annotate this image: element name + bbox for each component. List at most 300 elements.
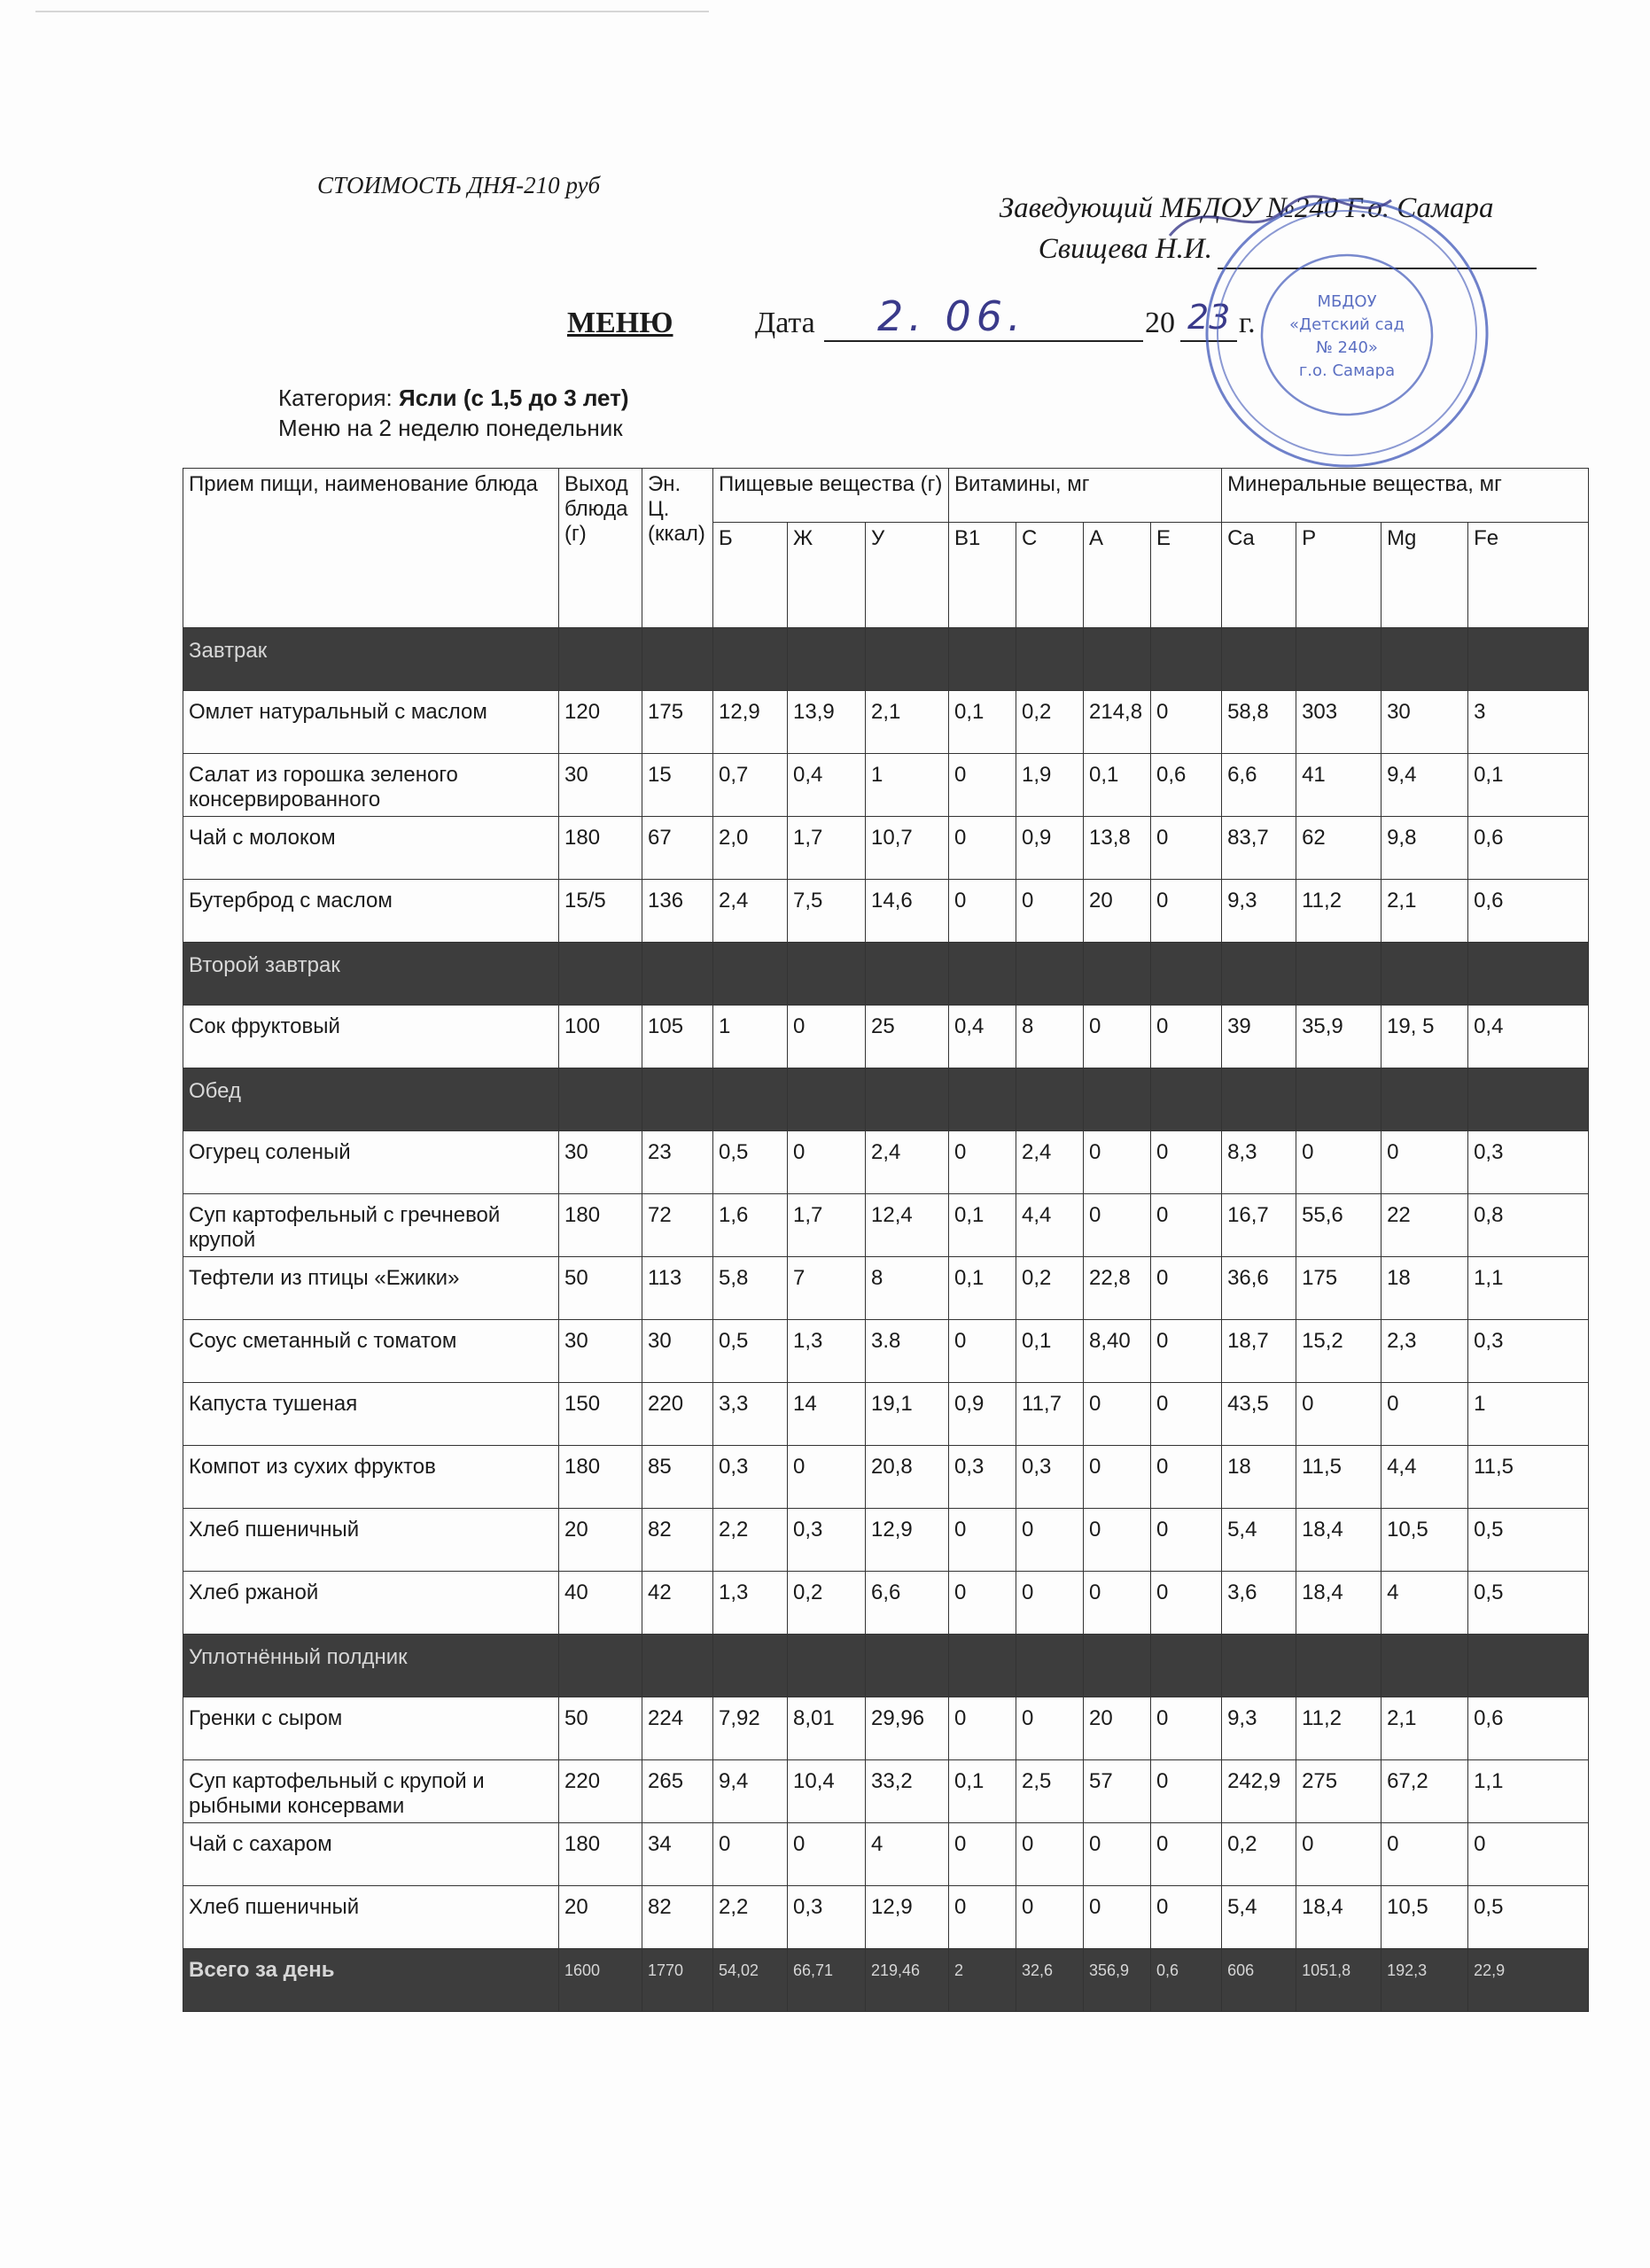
value-cell: 175 <box>642 691 713 754</box>
value-cell: 0,2 <box>1016 691 1084 754</box>
date-label: Дата <box>755 307 815 339</box>
value-cell: 0 <box>949 1572 1016 1635</box>
value-cell: 224 <box>642 1697 713 1760</box>
value-cell: 0 <box>1151 1194 1222 1257</box>
section-fill-cell <box>949 1068 1016 1131</box>
value-cell: 10,7 <box>866 817 949 880</box>
value-cell: 5,8 <box>713 1257 788 1320</box>
section-fill-cell <box>1222 943 1296 1006</box>
table-row <box>183 1823 1589 1886</box>
table-row <box>183 1383 1589 1446</box>
value-cell: 1,1 <box>1468 1760 1589 1823</box>
value-cell: 3,3 <box>713 1383 788 1446</box>
director-name: Свищева Н.И. <box>1038 233 1212 265</box>
value-cell: 62 <box>1296 817 1381 880</box>
value-cell: 0 <box>949 1886 1016 1949</box>
total-value-cell: 1600 <box>559 1949 642 2012</box>
dish-name-cell: Бутерброд с маслом <box>183 880 559 943</box>
value-cell: 0 <box>949 1697 1016 1760</box>
section-fill-cell <box>788 1068 866 1131</box>
value-cell: 18,4 <box>1296 1886 1381 1949</box>
dish-name-cell: Чай с сахаром <box>183 1823 559 1886</box>
value-cell: 180 <box>559 1823 642 1886</box>
total-value-cell: 606 <box>1222 1949 1296 2012</box>
menu-table <box>183 468 1589 2012</box>
section-fill-cell <box>788 943 866 1006</box>
dish-name-cell: Омлет натуральный с маслом <box>183 691 559 754</box>
dish-name-cell: Салат из горошка зеленого консервированного <box>183 754 559 817</box>
value-cell: 18,4 <box>1296 1509 1381 1572</box>
total-value-cell: 66,71 <box>788 1949 866 2012</box>
value-cell: 1,7 <box>788 817 866 880</box>
value-cell: 9,8 <box>1381 817 1468 880</box>
category-value: Ясли (с 1,5 до 3 лет) <box>399 384 629 411</box>
value-cell: 2,4 <box>866 1131 949 1194</box>
dish-name-cell: Компот из сухих фруктов <box>183 1446 559 1509</box>
table-row <box>183 1006 1589 1068</box>
table-row <box>183 817 1589 880</box>
section-fill-cell <box>866 628 949 691</box>
value-cell: 0 <box>949 1131 1016 1194</box>
sub-col-header: Fe <box>1468 523 1589 628</box>
value-cell: 14,6 <box>866 880 949 943</box>
section-fill-cell <box>949 943 1016 1006</box>
value-cell: 0 <box>1016 1886 1084 1949</box>
meal-section-row <box>183 628 1589 691</box>
value-cell: 0 <box>949 1320 1016 1383</box>
value-cell: 8,40 <box>1084 1320 1151 1383</box>
value-cell: 0 <box>1084 1886 1151 1949</box>
category-label: Категория: <box>278 384 399 411</box>
value-cell: 0,1 <box>949 1257 1016 1320</box>
table-row <box>183 1572 1589 1635</box>
table-row <box>183 754 1589 817</box>
year-suffix: г. <box>1239 307 1256 339</box>
section-fill-cell <box>713 943 788 1006</box>
section-fill-cell <box>949 1635 1016 1697</box>
section-fill-cell <box>642 1068 713 1131</box>
col-yield-header: Выход блюда (г) <box>559 469 642 628</box>
value-cell: 2,2 <box>713 1509 788 1572</box>
value-cell: 0,4 <box>788 754 866 817</box>
value-cell: 0 <box>1016 1572 1084 1635</box>
dish-name-cell: Соус сметанный с томатом <box>183 1320 559 1383</box>
value-cell: 42 <box>642 1572 713 1635</box>
value-cell: 41 <box>1296 754 1381 817</box>
value-cell: 0,7 <box>713 754 788 817</box>
table-row <box>183 691 1589 754</box>
value-cell: 25 <box>866 1006 949 1068</box>
value-cell: 22 <box>1381 1194 1468 1257</box>
value-cell: 1,1 <box>1468 1257 1589 1320</box>
total-value-cell: 356,9 <box>1084 1949 1151 2012</box>
dish-name-cell: Хлеб ржаной <box>183 1572 559 1635</box>
section-fill-cell <box>1381 628 1468 691</box>
stamp-line-4: г.о. Самара <box>1298 361 1396 380</box>
section-fill-cell <box>1468 1635 1589 1697</box>
value-cell: 214,8 <box>1084 691 1151 754</box>
table-row <box>183 1886 1589 1949</box>
value-cell: 0 <box>1151 1131 1222 1194</box>
value-cell: 29,96 <box>866 1697 949 1760</box>
sub-col-header: Б <box>713 523 788 628</box>
dish-name-cell: Суп картофельный с гречневой крупой <box>183 1194 559 1257</box>
value-cell: 0,5 <box>1468 1509 1589 1572</box>
section-fill-cell <box>1151 943 1222 1006</box>
section-fill-cell <box>642 1635 713 1697</box>
value-cell: 0 <box>1016 1823 1084 1886</box>
section-fill-cell <box>1084 1635 1151 1697</box>
section-fill-cell <box>1151 628 1222 691</box>
value-cell: 72 <box>642 1194 713 1257</box>
value-cell: 0,5 <box>1468 1886 1589 1949</box>
value-cell: 0 <box>1296 1383 1381 1446</box>
value-cell: 136 <box>642 880 713 943</box>
value-cell: 0 <box>1151 1320 1222 1383</box>
value-cell: 11,5 <box>1468 1446 1589 1509</box>
value-cell: 5,4 <box>1222 1509 1296 1572</box>
table-row <box>183 880 1589 943</box>
value-cell: 15 <box>642 754 713 817</box>
value-cell: 0 <box>788 1446 866 1509</box>
value-cell: 1 <box>866 754 949 817</box>
value-cell: 0 <box>1381 1383 1468 1446</box>
value-cell: 0,6 <box>1151 754 1222 817</box>
value-cell: 12,4 <box>866 1194 949 1257</box>
value-cell: 180 <box>559 817 642 880</box>
value-cell: 7,92 <box>713 1697 788 1760</box>
value-cell: 220 <box>559 1760 642 1823</box>
value-cell: 18 <box>1222 1446 1296 1509</box>
value-cell: 0 <box>1151 1257 1222 1320</box>
value-cell: 0 <box>949 817 1016 880</box>
value-cell: 0,1 <box>949 1760 1016 1823</box>
value-cell: 0 <box>1381 1131 1468 1194</box>
value-cell: 0,3 <box>1468 1320 1589 1383</box>
value-cell: 40 <box>559 1572 642 1635</box>
value-cell: 0 <box>1151 1383 1222 1446</box>
section-fill-cell <box>1381 943 1468 1006</box>
table-row <box>183 1257 1589 1320</box>
meal-section-title: Завтрак <box>183 628 559 691</box>
value-cell: 0,2 <box>1016 1257 1084 1320</box>
total-value-cell: 54,02 <box>713 1949 788 2012</box>
value-cell: 0 <box>1151 1886 1222 1949</box>
value-cell: 20 <box>559 1886 642 1949</box>
value-cell: 0 <box>788 1131 866 1194</box>
value-cell: 3,6 <box>1222 1572 1296 1635</box>
value-cell: 9,4 <box>713 1760 788 1823</box>
value-cell: 12,9 <box>866 1886 949 1949</box>
value-cell: 20 <box>559 1509 642 1572</box>
value-cell: 0 <box>1016 1509 1084 1572</box>
value-cell: 0 <box>788 1006 866 1068</box>
value-cell: 1,7 <box>788 1194 866 1257</box>
meal-section-row <box>183 1068 1589 1131</box>
value-cell: 0,3 <box>949 1446 1016 1509</box>
value-cell: 0 <box>1016 880 1084 943</box>
value-cell: 0 <box>1296 1823 1381 1886</box>
value-cell: 50 <box>559 1697 642 1760</box>
section-fill-cell <box>713 1635 788 1697</box>
value-cell: 1 <box>1468 1383 1589 1446</box>
table-row <box>183 1446 1589 1509</box>
value-cell: 0,1 <box>949 691 1016 754</box>
value-cell: 0,9 <box>949 1383 1016 1446</box>
col-dish-header: Прием пищи, наименование блюда <box>183 469 559 628</box>
section-fill-cell <box>1084 628 1151 691</box>
section-fill-cell <box>866 1635 949 1697</box>
value-cell: 14 <box>788 1383 866 1446</box>
value-cell: 2,2 <box>713 1886 788 1949</box>
value-cell: 180 <box>559 1194 642 1257</box>
value-cell: 2,0 <box>713 817 788 880</box>
section-fill-cell <box>866 1068 949 1131</box>
sub-col-header: Ж <box>788 523 866 628</box>
meal-section-row <box>183 1635 1589 1697</box>
value-cell: 23 <box>642 1131 713 1194</box>
value-cell: 2,3 <box>1381 1320 1468 1383</box>
dish-name-cell: Гренки с сыром <box>183 1697 559 1760</box>
value-cell: 30 <box>642 1320 713 1383</box>
value-cell: 20,8 <box>866 1446 949 1509</box>
value-cell: 4,4 <box>1381 1446 1468 1509</box>
section-fill-cell <box>1381 1068 1468 1131</box>
director-block <box>1000 188 1537 269</box>
value-cell: 19,1 <box>866 1383 949 1446</box>
section-fill-cell <box>1381 1635 1468 1697</box>
value-cell: 33,2 <box>866 1760 949 1823</box>
value-cell: 120 <box>559 691 642 754</box>
stamp-line-3: № 240» <box>1316 338 1378 357</box>
value-cell: 0,1 <box>949 1194 1016 1257</box>
value-cell: 0 <box>1151 1006 1222 1068</box>
value-cell: 11,2 <box>1296 1697 1381 1760</box>
value-cell: 0 <box>1151 1446 1222 1509</box>
sub-col-header: У <box>866 523 949 628</box>
total-value-cell: 22,9 <box>1468 1949 1589 2012</box>
value-cell: 30 <box>559 1131 642 1194</box>
section-fill-cell <box>949 628 1016 691</box>
section-fill-cell <box>1222 1068 1296 1131</box>
sub-col-header: P <box>1296 523 1381 628</box>
value-cell: 0,1 <box>1468 754 1589 817</box>
value-cell: 0,3 <box>1016 1446 1084 1509</box>
section-fill-cell <box>1468 1068 1589 1131</box>
week-note: Меню на 2 неделю понедельник <box>278 415 623 441</box>
value-cell: 4 <box>866 1823 949 1886</box>
total-value-cell: 1051,8 <box>1296 1949 1381 2012</box>
value-cell: 4 <box>1381 1572 1468 1635</box>
section-fill-cell <box>1222 1635 1296 1697</box>
value-cell: 18,7 <box>1222 1320 1296 1383</box>
value-cell: 113 <box>642 1257 713 1320</box>
value-cell: 0 <box>1084 1823 1151 1886</box>
sub-col-header: В1 <box>949 523 1016 628</box>
vitamins-group-header: Витамины, мг <box>949 469 1222 523</box>
value-cell: 0,1 <box>1016 1320 1084 1383</box>
nutrients-group-header: Пищевые вещества (г) <box>713 469 949 523</box>
section-fill-cell <box>1084 1068 1151 1131</box>
section-fill-cell <box>1084 943 1151 1006</box>
stamp-line-1: МБДОУ <box>1317 292 1377 311</box>
value-cell: 0 <box>1084 1131 1151 1194</box>
category-block <box>278 383 629 443</box>
section-fill-cell <box>1016 943 1084 1006</box>
value-cell: 7 <box>788 1257 866 1320</box>
value-cell: 2,1 <box>1381 1697 1468 1760</box>
value-cell: 0,9 <box>1016 817 1084 880</box>
value-cell: 0 <box>1016 1697 1084 1760</box>
value-cell: 0 <box>1084 1446 1151 1509</box>
value-cell: 15/5 <box>559 880 642 943</box>
section-fill-cell <box>1296 628 1381 691</box>
value-cell: 100 <box>559 1006 642 1068</box>
value-cell: 0,2 <box>788 1572 866 1635</box>
value-cell: 6,6 <box>1222 754 1296 817</box>
sub-col-header: А <box>1084 523 1151 628</box>
year-underline <box>1180 340 1237 342</box>
value-cell: 1 <box>713 1006 788 1068</box>
value-cell: 22,8 <box>1084 1257 1151 1320</box>
value-cell: 0 <box>1151 817 1222 880</box>
value-cell: 34 <box>642 1823 713 1886</box>
section-fill-cell <box>866 943 949 1006</box>
value-cell: 0 <box>1151 1509 1222 1572</box>
meal-section-title: Второй завтрак <box>183 943 559 1006</box>
value-cell: 11,7 <box>1016 1383 1084 1446</box>
year-value: 23 <box>1187 298 1231 337</box>
value-cell: 15,2 <box>1296 1320 1381 1383</box>
value-cell: 18,4 <box>1296 1572 1381 1635</box>
section-fill-cell <box>788 628 866 691</box>
value-cell: 10,5 <box>1381 1509 1468 1572</box>
dish-name-cell: Тефтели из птицы «Ежики» <box>183 1257 559 1320</box>
value-cell: 50 <box>559 1257 642 1320</box>
value-cell: 220 <box>642 1383 713 1446</box>
value-cell: 0 <box>1151 691 1222 754</box>
section-fill-cell <box>642 943 713 1006</box>
value-cell: 0 <box>1381 1823 1468 1886</box>
signature-line <box>1218 268 1537 269</box>
value-cell: 39 <box>1222 1006 1296 1068</box>
total-value-cell: 32,6 <box>1016 1949 1084 2012</box>
value-cell: 303 <box>1296 691 1381 754</box>
section-fill-cell <box>713 1068 788 1131</box>
value-cell: 9,4 <box>1381 754 1468 817</box>
value-cell: 2,1 <box>866 691 949 754</box>
dish-name-cell: Хлеб пшеничный <box>183 1886 559 1949</box>
value-cell: 3.8 <box>866 1320 949 1383</box>
value-cell: 11,5 <box>1296 1446 1381 1509</box>
value-cell: 7,5 <box>788 880 866 943</box>
value-cell: 0 <box>788 1823 866 1886</box>
director-title: Заведующий МБДОУ №240 Г.о. Самара <box>999 192 1494 224</box>
value-cell: 265 <box>642 1760 713 1823</box>
value-cell: 0,3 <box>788 1886 866 1949</box>
value-cell: 1,9 <box>1016 754 1084 817</box>
dish-name-cell: Хлеб пшеничный <box>183 1509 559 1572</box>
section-fill-cell <box>1016 1068 1084 1131</box>
value-cell: 82 <box>642 1886 713 1949</box>
value-cell: 9,3 <box>1222 1697 1296 1760</box>
value-cell: 58,8 <box>1222 691 1296 754</box>
value-cell: 0 <box>1151 1572 1222 1635</box>
value-cell: 0 <box>1468 1823 1589 1886</box>
value-cell: 0 <box>949 1509 1016 1572</box>
dish-name-cell: Суп картофельный с крупой и рыбными консервами <box>183 1760 559 1823</box>
sub-col-header: Ca <box>1222 523 1296 628</box>
value-cell: 0,5 <box>1468 1572 1589 1635</box>
total-value-cell: 192,3 <box>1381 1949 1468 2012</box>
value-cell: 175 <box>1296 1257 1381 1320</box>
value-cell: 0 <box>1084 1572 1151 1635</box>
value-cell: 9,3 <box>1222 880 1296 943</box>
day-cost: СТОИМОСТЬ ДНЯ-210 руб <box>317 172 601 198</box>
section-fill-cell <box>1151 1635 1222 1697</box>
value-cell: 0,3 <box>713 1446 788 1509</box>
value-cell: 4,4 <box>1016 1194 1084 1257</box>
total-value-cell: 219,46 <box>866 1949 949 2012</box>
value-cell: 0 <box>1084 1194 1151 1257</box>
value-cell: 5,4 <box>1222 1886 1296 1949</box>
value-cell: 20 <box>1084 880 1151 943</box>
value-cell: 18 <box>1381 1257 1468 1320</box>
value-cell: 2,1 <box>1381 880 1468 943</box>
value-cell: 30 <box>559 754 642 817</box>
value-cell: 6,6 <box>866 1572 949 1635</box>
table-row <box>183 1509 1589 1572</box>
value-cell: 30 <box>559 1320 642 1383</box>
table-row <box>183 1320 1589 1383</box>
table-row <box>183 1131 1589 1194</box>
value-cell: 13,8 <box>1084 817 1151 880</box>
value-cell: 0 <box>949 754 1016 817</box>
value-cell: 0 <box>1151 1697 1222 1760</box>
value-cell: 1,3 <box>788 1320 866 1383</box>
section-fill-cell <box>642 628 713 691</box>
date-underline <box>824 340 1143 342</box>
value-cell: 2,5 <box>1016 1760 1084 1823</box>
value-cell: 8 <box>866 1257 949 1320</box>
value-cell: 1,3 <box>713 1572 788 1635</box>
value-cell: 57 <box>1084 1760 1151 1823</box>
total-value-cell: 2 <box>949 1949 1016 2012</box>
section-fill-cell <box>559 1635 642 1697</box>
header-row-1 <box>183 469 1589 523</box>
value-cell: 0,4 <box>949 1006 1016 1068</box>
dish-name-cell: Капуста тушеная <box>183 1383 559 1446</box>
section-fill-cell <box>788 1635 866 1697</box>
section-fill-cell <box>1296 1068 1381 1131</box>
value-cell: 0,2 <box>1222 1823 1296 1886</box>
section-fill-cell <box>1016 1635 1084 1697</box>
value-cell: 105 <box>642 1006 713 1068</box>
value-cell: 16,7 <box>1222 1194 1296 1257</box>
total-label-cell: Всего за день <box>183 1949 559 2012</box>
value-cell: 82 <box>642 1509 713 1572</box>
top-divider-line <box>35 11 709 12</box>
total-value-cell: 0,6 <box>1151 1949 1222 2012</box>
value-cell: 2,4 <box>1016 1131 1084 1194</box>
total-value-cell: 1770 <box>642 1949 713 2012</box>
value-cell: 8,01 <box>788 1697 866 1760</box>
value-cell: 36,6 <box>1222 1257 1296 1320</box>
meal-section-title: Обед <box>183 1068 559 1131</box>
value-cell: 67,2 <box>1381 1760 1468 1823</box>
value-cell: 0,8 <box>1468 1194 1589 1257</box>
dish-name-cell: Огурец соленый <box>183 1131 559 1194</box>
